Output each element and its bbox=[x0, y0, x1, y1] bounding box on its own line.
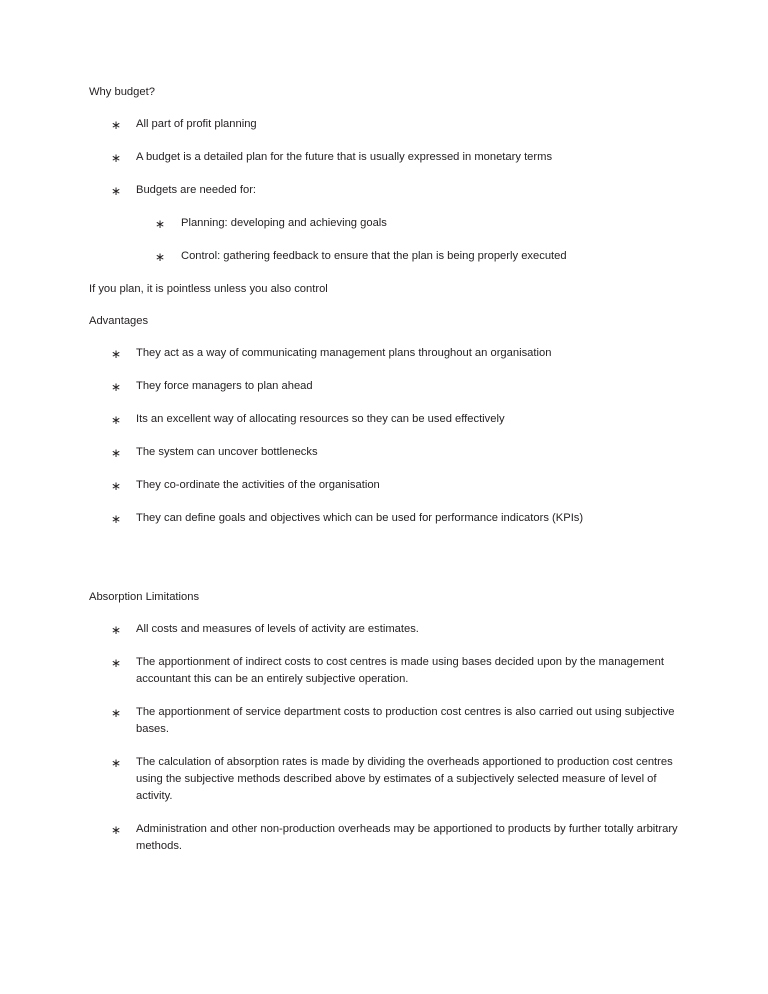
section-heading: Absorption Limitations bbox=[89, 590, 200, 603]
bullet-glyph-icon: ∗ bbox=[111, 511, 122, 526]
list-item-text: They co-ordinate the activities of the organisation bbox=[136, 478, 380, 491]
list-item-text: All costs and measures of levels of activity are estimates. bbox=[136, 623, 419, 636]
list-item bbox=[89, 345, 686, 362]
list-item-text: The system can uncover bottlenecks bbox=[136, 445, 318, 458]
list-item bbox=[89, 754, 686, 805]
section-advantages bbox=[89, 313, 686, 527]
list-item bbox=[89, 821, 686, 855]
bullet-glyph-icon: ∗ bbox=[111, 118, 122, 133]
list-item-text: Administration and other non-production overheads may be apportioned to products by further totally arbitrary methods. bbox=[136, 823, 678, 853]
list-item bbox=[89, 378, 686, 395]
section-spacer bbox=[89, 543, 686, 589]
list-item bbox=[89, 248, 686, 265]
list-item bbox=[89, 477, 686, 494]
list-item bbox=[89, 116, 686, 133]
list-item-text: The calculation of absorption rates is made by dividing the overheads apportioned to production cost centres using the subjective methods described above by estimates of a subjectively selected measure of level of activity. bbox=[136, 756, 673, 803]
list-item bbox=[89, 215, 686, 232]
list-item-text: They force managers to plan ahead bbox=[136, 379, 313, 392]
section-heading: Advantages bbox=[89, 314, 149, 327]
bullet-glyph-icon: ∗ bbox=[111, 656, 122, 671]
bullet-glyph-icon: ∗ bbox=[111, 706, 122, 721]
bullet-glyph-icon: ∗ bbox=[111, 623, 122, 638]
bullet-glyph-icon: ∗ bbox=[111, 346, 122, 361]
bullet-list bbox=[89, 621, 686, 855]
list-item-text: Planning: developing and achieving goals bbox=[181, 217, 387, 230]
list-item-text: They act as a way of communicating management plans throughout an organisation bbox=[136, 346, 552, 359]
section-absorption-limitations bbox=[89, 589, 686, 855]
bullet-glyph-icon: ∗ bbox=[111, 823, 122, 838]
list-item-text: All part of profit planning bbox=[136, 118, 257, 131]
list-item-text: The apportionment of indirect costs to cost centres is made using bases decided upon by the management accountant this can be an entirely subjective operation. bbox=[136, 656, 664, 686]
bullet-glyph-icon: ∗ bbox=[111, 412, 122, 427]
list-item bbox=[89, 411, 686, 428]
bullet-glyph-icon: ∗ bbox=[111, 151, 122, 166]
bullet-list bbox=[89, 345, 686, 527]
list-item bbox=[89, 654, 686, 688]
list-item bbox=[89, 444, 686, 461]
bullet-glyph-icon: ∗ bbox=[111, 478, 122, 493]
list-item bbox=[89, 149, 686, 166]
bullet-glyph-icon: ∗ bbox=[111, 379, 122, 394]
section-why-budget bbox=[89, 84, 686, 298]
section-heading: Why budget? bbox=[89, 86, 155, 98]
section-closing-text: If you plan, it is pointless unless you also control bbox=[89, 283, 328, 296]
document-body bbox=[89, 84, 686, 855]
list-item-text: A budget is a detailed plan for the future that is usually expressed in monetary terms bbox=[136, 151, 553, 164]
list-item bbox=[89, 621, 686, 638]
list-item-text: They can define goals and objectives which can be used for performance indicators (KPIs) bbox=[136, 511, 584, 524]
bullet-glyph-icon: ∗ bbox=[111, 756, 122, 771]
list-item-text: The apportionment of service department costs to production cost centres is also carried out using subjective bases. bbox=[136, 706, 675, 736]
list-item bbox=[89, 510, 686, 527]
bullet-glyph-icon: ∗ bbox=[111, 445, 122, 460]
bullet-glyph-icon: ∗ bbox=[111, 184, 122, 199]
bullet-glyph-icon: ∗ bbox=[155, 250, 166, 265]
list-item-text: Control: gathering feedback to ensure that the plan is being properly executed bbox=[181, 250, 567, 263]
bullet-list bbox=[89, 116, 686, 265]
list-item-text: Its an excellent way of allocating resources so they can be used effectively bbox=[136, 412, 505, 425]
list-item-text: Budgets are needed for: bbox=[136, 184, 257, 197]
list-item bbox=[89, 182, 686, 199]
list-item bbox=[89, 704, 686, 738]
bullet-glyph-icon: ∗ bbox=[155, 217, 166, 232]
